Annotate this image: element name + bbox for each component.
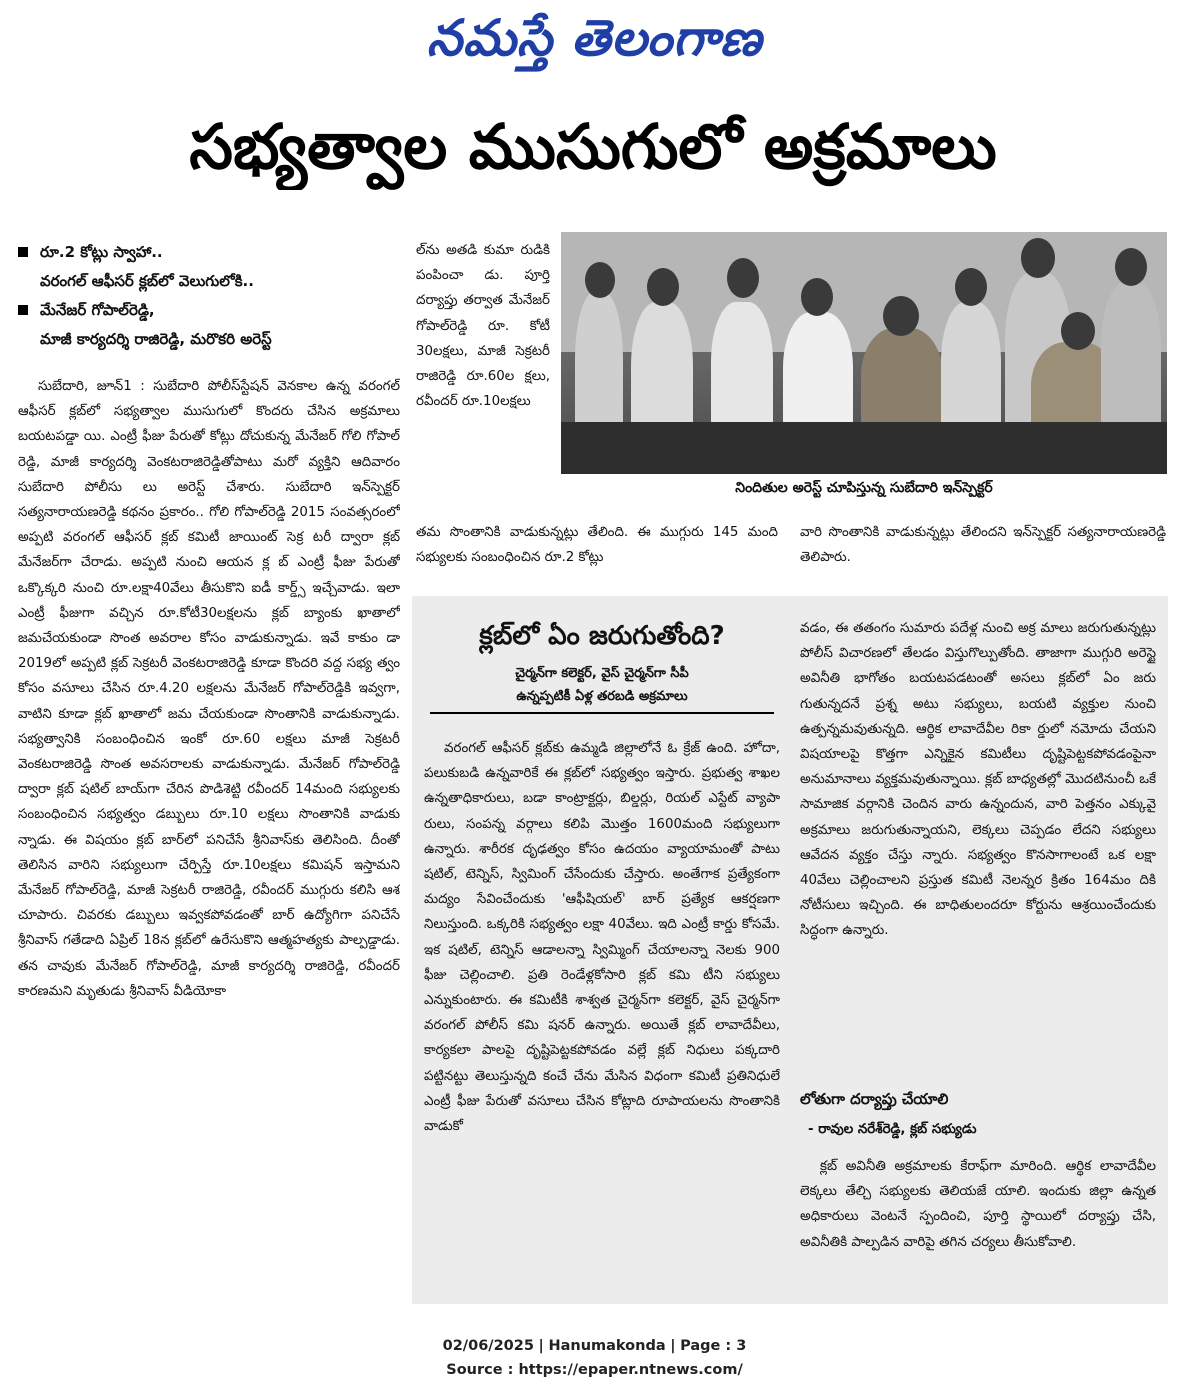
bullet-item [18, 238, 398, 296]
footer-page: Page : 3 [680, 1338, 747, 1354]
main-story-text: ల్‌ను అతడి కుమా రుడికి పంపించా డు. పూర్తి దర్యాప్తు తర్వాత మేనేజర్ గోపాల్‌రెడ్డి రూ. కోటీ 30లక్షలు, మాజీ సెక్రటరీ రాజిరెడ్డి రూ.60ల క్షలు, రవీందర్ రూ.10లక్షలు [416, 243, 550, 410]
box-title: క్లబ్‌లో ఏం జరుగుతోంది? [479, 621, 725, 651]
photo-head [955, 268, 987, 306]
masthead-logo: నమస్తే తెలంగాణ [426, 8, 763, 67]
photo-head [1021, 238, 1055, 278]
box-story-column-3 [800, 1154, 1156, 1298]
photo-head [801, 278, 833, 316]
bullet-square-icon [18, 247, 28, 257]
main-story-text: సుబేదారి, జూన్1 : సుబేదారి పోలీస్‌స్టేషన్ వెనకాల ఉన్న వరంగల్ ఆఫీసర్ క్లబ్‌లో సభ్యత్వాల ముసుగులో కొందరు చేసిన అక్రమాలు బయటపడ్డా యి. ఎంట్రీ ఫీజు పేరుతో కోట్లు దోచుకున్న మేనేజర్ గోలి గోపాల్ రెడ్డి, మాజీ కార్యదర్శి వెంకటరాజిరెడ్డితోపాటు మరో వ్యక్తిని ఆదివారం సుబేదారి పోలీసు లు అరెస్ట్ చేశారు. సుబేదారి ఇన్‌స్పెక్టర్ సత్యనారాయణరెడ్డి కథనం ప్రకారం.. గోలి గోపాల్‌రెడ్డి 2015 సంవత్సరంలో అప్పటి వరంగల్ ఆఫీసర్ క్లబ్ కమిటీ జాయింట్ సెక్ర టరీ ద్వారా క్లబ్ మేనేజర్‌గా చేరాడు. అప్పటి నుంచి ఆయన క్ల బ్ ఎంట్రీ ఫీజు పేరుతో ఒక్కొక్కరి నుంచి రూ.లక్షా40వేలు తీసుకొని ఐడీ కార్డ్స్ ఇచ్చేవాడు. ఇలా ఎంట్రీ ఫీజుగా వచ్చిన రూ.కోటీ30లక్షలను క్లబ్ బ్యాంకు ఖాతాలో జమచేయకుండా సొంత అవరాల కోసం వాడుకున్నాడు. ఇవే కాకుం డా 2019లో అప్పటి క్లబ్ సెక్రటరీ వెంకటరాజిరెడ్డి కూడా కొందరి వద్ద సభ్య త్వం కోసం వసూలు చేసిన రూ.4.20 లక్షలను మేనేజర్ గోపాల్‌రెడ్డికి ఇవ్వగా, వాటిని కూడా క్లబ్ ఖాతాలో జమ చేయకుండా సొంతానికి వాడుకున్నాడు. సభ్యత్వానికి సంబంధించిన ఇంకో రూ.60 లక్షలు మాజీ సెక్రటరీ వెంకటరాజిరెడ్డి సొంత అవసరాలకు వాడుకున్నాడు. మేనేజర్ గోపాల్‌రెడ్డి ద్వారా క్లబ్ షటిల్ బాయ్‌గా చేరిన పొడిశెట్టి రవీందర్ 14మంది సభ్యులకు సంబంధించిన సభ్యత్వం డబ్బులు రూ.10 లక్షలు సొంతానికి వాడుకు న్నాడు. ఈ విషయం క్లబ్ బార్‌లో పనిచేసే శ్రీనివాస్‌కు తెలిసింది. దీంతో తెలిసిన వారిని సభ్యులుగా చేర్పిస్తే రూ.10లక్షలు కమిషన్ ఇస్తామని మేనేజర్ గోపాల్‌రెడ్డి, మాజీ సెక్రటరీ రాజిరెడ్డి, రవీందర్ ముగ్గురు కలిసి ఆశ చూపారు. చివరకు డబ్బులు ఇవ్వకపోవడంతో బార్ ఉద్యోగిగా పనిచేసే శ్రీనివాస్ గతేడాది ఏప్రిల్ 18న క్లబ్‌లో ఉరేసుకొని ఆత్మహత్యకు పాల్పడ్డాడు. తన చావుకు మేనేజర్ గోపాల్‌రెడ్డి, మాజీ కార్యదర్శి రాజిరెడ్డి, రవీందర్ కారణమని మృతుడు శ్రీనివాస్ వీడియోకా [18, 379, 400, 999]
police-station-photo [561, 232, 1167, 474]
main-story-column-3b [800, 520, 1166, 576]
box-byline: - రావుల నరేశ్‌రెడ్డి, క్లబ్ సభ్యుడు [808, 1122, 977, 1137]
footer-meta [0, 1334, 1189, 1358]
bullet-square-icon [18, 305, 28, 315]
box-subtitle-line: ఉన్నప్పటికీ ఏళ్ల తరబడి అక్రమాలు [516, 689, 688, 704]
headline: సభ్యత్వాల ముసుగులో అక్రమాలు [189, 110, 997, 183]
box-divider [430, 712, 774, 714]
main-story-column-3a [416, 520, 778, 576]
photo-head [727, 258, 759, 298]
bullet-item [18, 296, 398, 354]
box-story-text: వరంగల్ ఆఫీసర్ క్లబ్‌కు ఉమ్మడి జిల్లాలోనే ఓ క్రేజ్ ఉంది. హోదా, పలుకుబడి ఉన్నవారికే ఈ క్లబ్‌లో సభ్యత్వం ఇస్తారు. ప్రభుత్వ శాఖల ఉన్నతాధికారులు, బడా కాంట్రాక్టర్లు, బిల్డర్లు, రియల్ ఎస్టేట్ వ్యాపా రులు, సంపన్న వర్గాలు కలిపి మొత్తం 1600మంది సభ్యులుగా ఉన్నారు. శారీరక దృఢత్వం కోసం ఉదయం వ్యాయామంతో పాటు షటిల్, టెన్నిస్, స్విమింగ్ చేసేందుకు చేస్తారు. అంతేగాక ప్రత్యేకంగా మద్యం సేవించేందుకు 'ఆఫీషియల్' బార్ ప్రత్యేక ఆకర్షణగా నిలుస్తుంది. ఒక్కరికి సభ్యత్వం లక్షా 40వేలు. ఇది ఎంట్రీ కార్డు కోసమే. ఇక షటిల్, టెన్నిస్ ఆడాలన్నా స్విమ్మింగ్ చేయాలన్నా నెలకు 900 ఫీజు చెల్లించాలి. ప్రతి రెండేళ్లకోసారి క్లబ్ కమి టీని సభ్యులు ఎన్నుకుంటారు. ఈ కమిటీకి శాశ్వత చైర్మన్‌గా కలెక్టర్, వైస్ చైర్మన్‌గా వరంగల్ పోలీస్ కమి షనర్ ఉన్నారు. అయితే క్లబ్ లావాదేవీలు, కార్యకలా పాలపై దృష్టిపెట్టకపోవడం వల్లే క్లబ్ నిధులు పక్కదారి పట్టినట్టు తెలుస్తున్నది కంచే చేను మేసిన విధంగా కమిటీ ప్రతినిధులే ఎంట్రీ ఫీజు పేరుతో వసూలు చేసిన కోట్లాది రూపాయలను సొంతానికి వాడుకో [424, 741, 780, 1135]
photo-head [883, 296, 919, 336]
box-story-column-2 [800, 616, 1156, 1086]
bullet-text: రూ.2 కోట్లు స్వాహా.. వరంగల్ ఆఫీసర్ క్లబ్‌లో వెలుగులోకి.. [40, 243, 254, 290]
box-story-column-1 [424, 736, 780, 1298]
photo-head [585, 262, 615, 298]
bullet-list [18, 238, 398, 354]
box-subhead: లోతుగా దర్యాప్తు చేయాలి [800, 1090, 949, 1108]
box-subtitle [424, 662, 780, 708]
photo-caption: నిందితుల అరెస్ట్ చూపిస్తున్న సుబేదారి ఇన్‌స్పెక్టర్ [735, 480, 993, 496]
photo-head [1115, 248, 1147, 286]
photo-desk [561, 422, 1167, 474]
main-story-text: వారి సొంతానికి వాడుకున్నట్లు తేలిందని ఇన్‌స్పెక్టర్ సత్యనారాయణరెడ్డి తెలిపారు. [800, 525, 1166, 566]
photo-person [1101, 282, 1161, 442]
box-subtitle-line: చైర్మన్‌గా కలెక్టర్, వైస్ చైర్మన్‌గా సీపీ [515, 666, 689, 681]
page-footer [0, 1334, 1189, 1382]
footer-source-link[interactable]: Source : https://epaper.ntnews.com/ [446, 1362, 743, 1378]
photo-head [647, 268, 679, 306]
box-story-text: క్లబ్ అవినీతి అక్రమాలకు కేరాఫ్‌గా మారింది. ఆర్థిక లావాదేవీల లెక్కలు తేల్చి సభ్యులకు తెలియజే యాలి. ఇందుకు జిల్లా ఉన్నత అధికారులు వెంటనే స్పందించి, పూర్తి స్థాయిలో దర్యాప్తు చేసి, అవినీతికి పాల్పడిన వారిపై తగిన చర్యలు తీసుకోవాలి. [800, 1159, 1156, 1250]
footer-separator: | [670, 1338, 676, 1354]
bullet-text: మేనేజర్ గోపాల్‌రెడ్డి, మాజీ కార్యదర్శి రాజిరెడ్డి, మరొకరి అరెస్ట్ [40, 301, 272, 348]
main-story-column-1 [18, 374, 400, 1314]
box-story-text: వడం, ఈ తతంగం సుమారు పదేళ్ల నుంచి అక్ర మాలు జరుగుతున్నట్లు పోలీస్ విచారణలో తేలడం విస్తుగొల్పుతోంది. తాజాగా ముగ్గురి అరెస్టై అవినీతి భాగోతం బయటపడటంతో అసలు క్లబ్‌లో ఏం జరు గుతున్నదనే ప్రశ్న అటు సభ్యులు, బయటి వ్యక్తుల నుంచి ఉత్పన్నమవుతున్నది. ఆర్థిక లావాదేవీల రికా ర్డులో నమోదు చేయని విషయాలపై కొత్తగా ఎన్నికైన కమిటీలు దృష్టిపెట్టకపోవడంపైనా అనుమానాలు వ్యక్తమవుతున్నాయి. క్లబ్ బాధ్యతల్లో మొదటినుంచీ ఒకే సామాజిక వర్గానికి చెందిన వారు ఉన్నందున, వారి పెత్తనం ఎక్కువై అక్రమాలు జరుగుతున్నాయని, లెక్కలు చెప్పడం లేదని సభ్యులు ఆవేదన వ్యక్తం చేస్తు న్నారు. సభ్యత్వం కొనసాగాలంటే ఒక లక్షా 40వేలు చెల్లించాలని ప్రస్తుత కమిటీ నెలన్నర క్రితం 164మం దికి నోటీసులు ఇచ్చింది. ఈ బాధితులందరూ కోర్టును ఆశ్రయించేందుకు సిద్ధంగా ఉన్నారు. [800, 621, 1156, 939]
footer-date: 02/06/2025 [442, 1338, 534, 1354]
footer-edition: Hanumakonda [548, 1338, 666, 1354]
footer-separator: | [538, 1338, 544, 1354]
photo-head [1061, 312, 1095, 350]
main-story-text: తమ సొంతానికి వాడుకున్నట్లు తేలింది. ఈ ముగ్గురు 145 మంది సభ్యులకు సంబంధించిన రూ.2 కోట్లు [416, 525, 778, 566]
main-story-column-2 [416, 238, 550, 520]
